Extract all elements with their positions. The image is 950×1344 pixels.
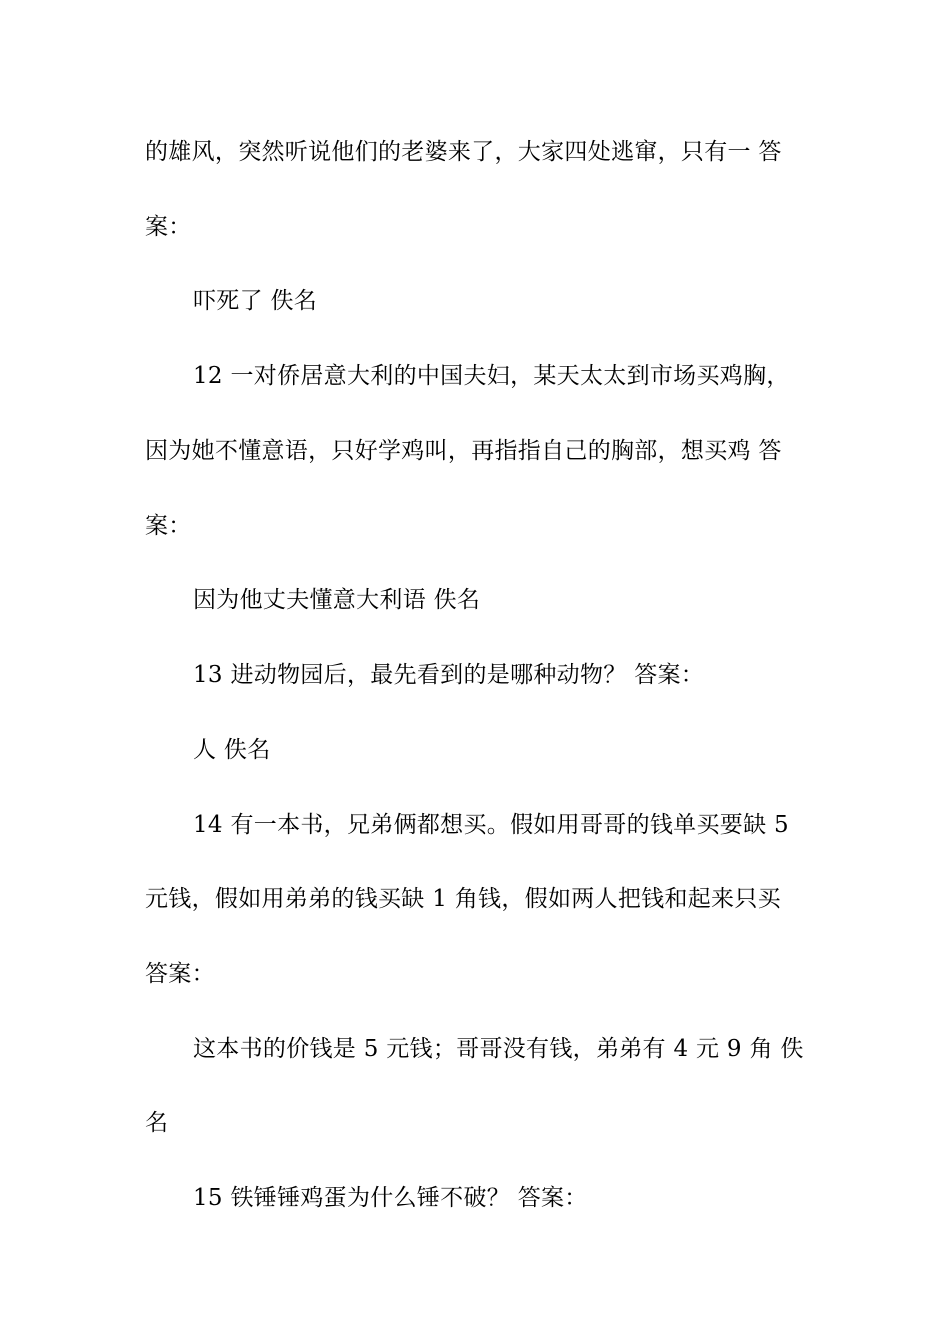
answer-line-13: 人 佚名 [193, 737, 271, 763]
answer-line-12: 因为他丈夫懂意大利语 佚名 [193, 587, 481, 613]
text-line-1: 的雄风，突然听说他们的老婆来了，大家四处逃窜，只有一 答 [145, 139, 782, 165]
answer-line-14-1: 这本书的价钱是 5 元钱；哥哥没有钱，弟弟有 4 元 9 角 佚 [193, 1036, 804, 1062]
question-14-line-3: 答案： [145, 961, 215, 987]
question-13-line: 13 进动物园后，最先看到的是哪种动物？ 答案： [193, 662, 705, 688]
question-12-line-3: 案： [145, 513, 192, 539]
question-14-line-2: 元钱，假如用弟弟的钱买缺 1 角钱，假如两人把钱和起来只买 [145, 886, 781, 912]
question-12-line-2: 因为她不懂意语，只好学鸡叫，再指指自己的胸部，想买鸡 答 [145, 438, 782, 464]
answer-line-11: 吓死了 佚名 [193, 288, 318, 314]
question-12-line-1: 12 一对侨居意大利的中国夫妇，某天太太到市场买鸡胸， [193, 363, 790, 389]
text-line-2: 案： [145, 214, 192, 240]
answer-line-14-2: 名 [145, 1110, 169, 1136]
question-14-line-1: 14 有一本书，兄弟俩都想买。假如用哥哥的钱单买要缺 5 [193, 812, 789, 838]
question-15-line: 15 铁锤锤鸡蛋为什么锤不破？ 答案： [193, 1185, 588, 1211]
